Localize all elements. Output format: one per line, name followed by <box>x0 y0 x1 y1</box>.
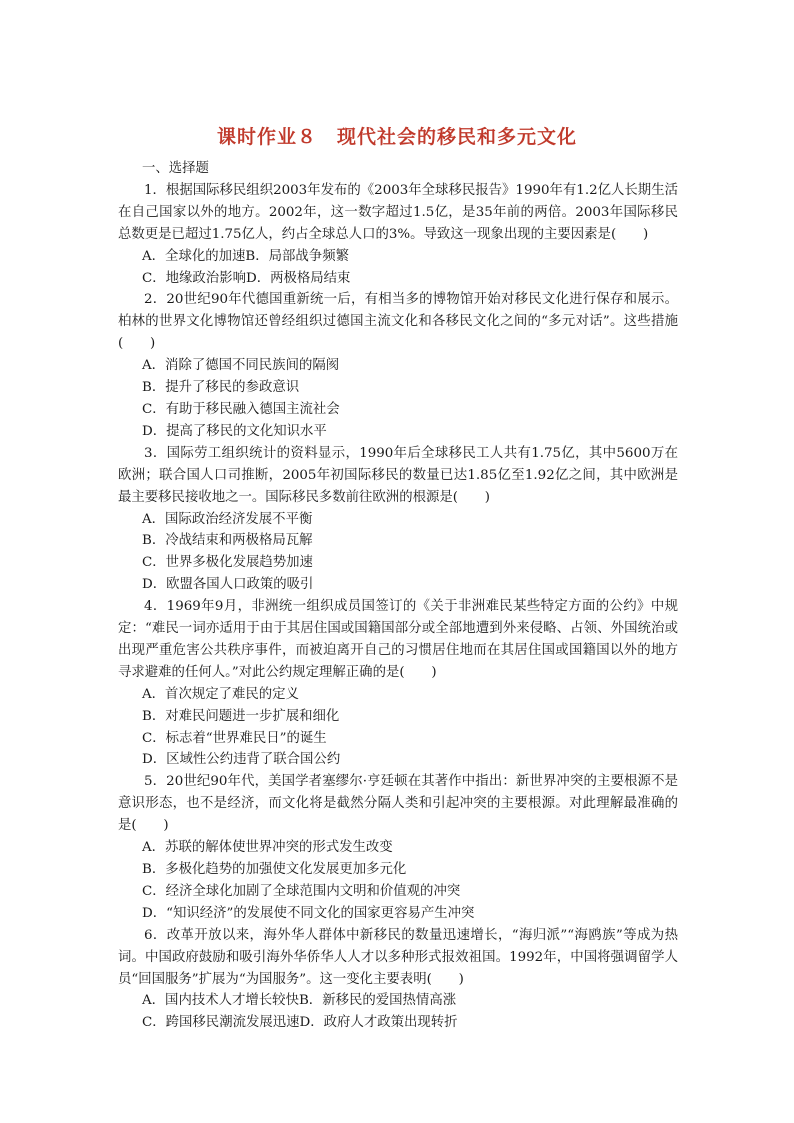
question-1 <box>118 180 678 290</box>
option-line: A．首次规定了难民的定义 <box>142 686 299 702</box>
question-stem: 2．20世纪90年代德国重新统一后，有相当多的博物馆开始对移民文化进行保存和展示。柏林的世界文化博物馆还曾经组织过德国主流文化和各移民文化之间的“多元对话”。这些措施( ) <box>118 292 678 352</box>
option-line: A．消除了德国不同民族间的隔阂 <box>142 358 340 374</box>
option-line: C．有助于移民融入德国主流社会 <box>142 401 340 417</box>
question-stem: 6．改革开放以来，海外华人群体中新移民的数量迅速增长，“海归派”“海鸥族”等成为热词。中国政府鼓励和吸引海外华侨华人人才以多种形式报效祖国。1992年，中国将强调留学人员“回国服务”扩展为“为国服务”。这一变化主要表明( ) <box>118 927 678 987</box>
option-line: C．地缘政治影响D．两极格局结束 <box>142 270 351 286</box>
option-line: B．对难民问题进一步扩展和细化 <box>142 708 340 724</box>
option-line: D．区域性公约违背了联合国公约 <box>142 752 341 768</box>
question-6 <box>118 925 678 1035</box>
page-title: 课时作业８ 现代社会的移民和多元文化 <box>216 126 577 148</box>
option-line: B．提升了移民的参政意识 <box>142 380 300 396</box>
option-line: A．国内技术人才增长较快B．新移民的爱国热情高涨 <box>142 993 457 1009</box>
exercise-body <box>118 158 678 1034</box>
option-line: C．世界多极化发展趋势加速 <box>142 555 313 571</box>
question-stem: 1．根据国际移民组织2003年发布的《2003年全球移民报告》1990年有1.2亿人长期生活在自己国家以外的地方。2002年，这一数字超过1.5亿，是35年前的两倍。2003年国际移民总数更是已超过1.75亿人，约占全球总人口的3%。导致这一现象出现的主要因素是( ) <box>118 182 678 242</box>
option-line: A．全球化的加速B．局部战争频繁 <box>142 248 349 264</box>
option-line: B．冷战结束和两极格局瓦解 <box>142 533 313 549</box>
option-line: D．欧盟各国人口政策的吸引 <box>142 577 314 593</box>
option-line: B．多极化趋势的加强使文化发展更加多元化 <box>142 862 407 877</box>
question-stem: 5．20世纪90年代，美国学者塞缪尔·亨廷顿在其著作中指出：新世界冲突的主要根源不是意识形态，也不是经济，而文化将是截然分隔人类和引起冲突的主要根源。对此理解最准确的是( ) <box>118 774 678 834</box>
question-stem: 4．1969年9月，非洲统一组织成员国签订的《关于非洲难民某些特定方面的公约》中规定：“难民一词亦适用于由于其居住国或国籍国部分或全部地遭到外来侵略、占领、外国统治或出现严重危害公共秩序事件，而被迫离开自己的习惯居住地而在其居住国或国籍国以外的地方寻求避难的任何人。”对此公约规定理解正确的是( ) <box>118 599 678 680</box>
question-2 <box>118 289 678 442</box>
option-line: A．国际政治经济发展不平衡 <box>142 511 313 527</box>
option-line: D．“知识经济”的发展使不同文化的国家更容易产生冲突 <box>142 905 475 921</box>
option-line: A．苏联的解体使世界冲突的形式发生改变 <box>142 840 393 856</box>
option-line: C．经济全球化加剧了全球范围内文明和价值观的冲突 <box>142 883 461 899</box>
option-line: D．提高了移民的文化知识水平 <box>142 423 327 439</box>
question-4 <box>118 596 678 771</box>
option-line: C．跨国移民潮流发展迅速D．政府人才政策出现转折 <box>142 1015 458 1031</box>
question-3 <box>118 443 678 596</box>
option-line: C．标志着“世界难民日”的诞生 <box>142 730 327 746</box>
question-stem: 3．国际劳工组织统计的资料显示，1990年后全球移民工人共有1.75亿，其中5600万在欧洲；联合国人口司推断，2005年初国际移民的数量已达1.85亿至1.92亿之间，其中欧洲是最主要移民接收地之一。国际移民多数前往欧洲的根源是( ) <box>118 445 678 505</box>
question-5 <box>118 771 678 924</box>
section-heading: 一、选择题 <box>142 161 209 176</box>
